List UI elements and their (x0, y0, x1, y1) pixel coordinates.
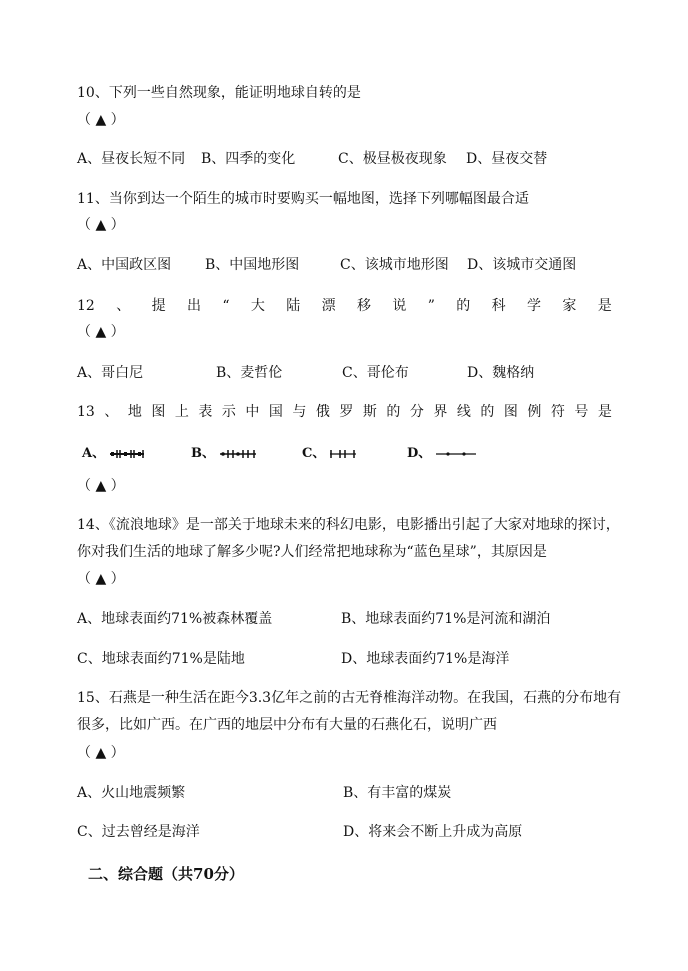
q15-option-c: C、过去曾经是海洋 (77, 824, 200, 840)
q13-stem: 13 、 地 图 上 表 示 中 国 与 俄 罗 斯 的 分 界 线 的 图 例 符 号 是 (77, 404, 612, 420)
q13-option-b-label: B、 (191, 446, 215, 461)
boundary-symbol-c-icon (330, 449, 356, 459)
section-heading: 二、综合题（共70分） (88, 865, 244, 883)
q12-answer-mark: （ ▲ ） (77, 324, 125, 340)
q13-option-d-label: D、 (407, 446, 432, 461)
q10-option-a: A、昼夜长短不同 (77, 151, 186, 167)
q14-stem-line-1: 14、《流浪地球》是一部关于地球未来的科幻电影，电影播出引起了大家对地球的探讨， (77, 517, 620, 533)
q15-option-b: B、有丰富的煤炭 (343, 785, 452, 801)
q13-option-a (82, 446, 144, 462)
q10-option-d: D、昼夜交替 (466, 151, 548, 167)
q12-stem: 12 、 提 出 “ 大 陆 漂 移 说 ” 的 科 学 家 是 (77, 298, 612, 314)
q14-answer-mark: （ ▲ ） (77, 571, 125, 587)
q15-option-a: A、火山地震频繁 (77, 785, 186, 801)
q12-option-c: C、哥伦布 (342, 365, 409, 381)
q11-option-d: D、该城市交通图 (467, 257, 577, 273)
q12-option-b: B、麦哲伦 (216, 365, 283, 381)
q15-stem-line-1: 15、石燕是一种生活在距今3.3亿年之前的古无脊椎海洋动物。在我国，石燕的分布地有 (77, 690, 622, 706)
q14-option-b: B、地球表面约71%是河流和湖泊 (341, 611, 551, 627)
q15-option-d: D、将来会不断上升成为高原 (343, 824, 523, 840)
q14-option-a: A、地球表面约71%被森林覆盖 (77, 611, 273, 627)
q10-answer-mark: （ ▲ ） (77, 112, 125, 128)
q11-option-a: A、中国政区图 (77, 257, 172, 273)
q10-option-c: C、极昼极夜现象 (338, 151, 447, 167)
q11-answer-mark: （ ▲ ） (77, 217, 125, 233)
q15-stem-line-2: 很多，比如广西。在广西的地层中分布有大量的石燕化石，说明广西 (77, 717, 497, 733)
boundary-symbol-d-icon (436, 449, 476, 459)
q13-option-b (191, 446, 256, 462)
q13-option-d (407, 446, 476, 462)
boundary-symbol-a-icon (110, 449, 144, 459)
q12-option-a: A、哥白尼 (77, 365, 144, 381)
boundary-symbol-b-icon (220, 449, 256, 459)
q11-stem: 11、当你到达一个陌生的城市时要购买一幅地图，选择下列哪幅图最合适 (77, 191, 529, 207)
q11-option-b: B、中国地形图 (205, 257, 300, 273)
q13-option-a-label: A、 (82, 446, 106, 461)
q15-answer-mark: （ ▲ ） (77, 745, 125, 761)
q10-option-b: B、四季的变化 (201, 151, 296, 167)
q14-option-d: D、地球表面约71%是海洋 (341, 651, 510, 667)
q13-answer-mark: （ ▲ ） (77, 478, 125, 494)
q14-stem-line-2: 你对我们生活的地球了解多少呢?人们经常把地球称为“蓝色星球”，其原因是 (77, 544, 547, 560)
q10-stem: 10、下列一些自然现象，能证明地球自转的是 (77, 85, 361, 101)
q14-option-c: C、地球表面约71%是陆地 (77, 651, 245, 667)
q11-option-c: C、该城市地形图 (340, 257, 449, 273)
q13-option-c (302, 446, 356, 462)
q13-option-c-label: C、 (302, 446, 326, 461)
q12-option-d: D、魏格纳 (467, 365, 535, 381)
